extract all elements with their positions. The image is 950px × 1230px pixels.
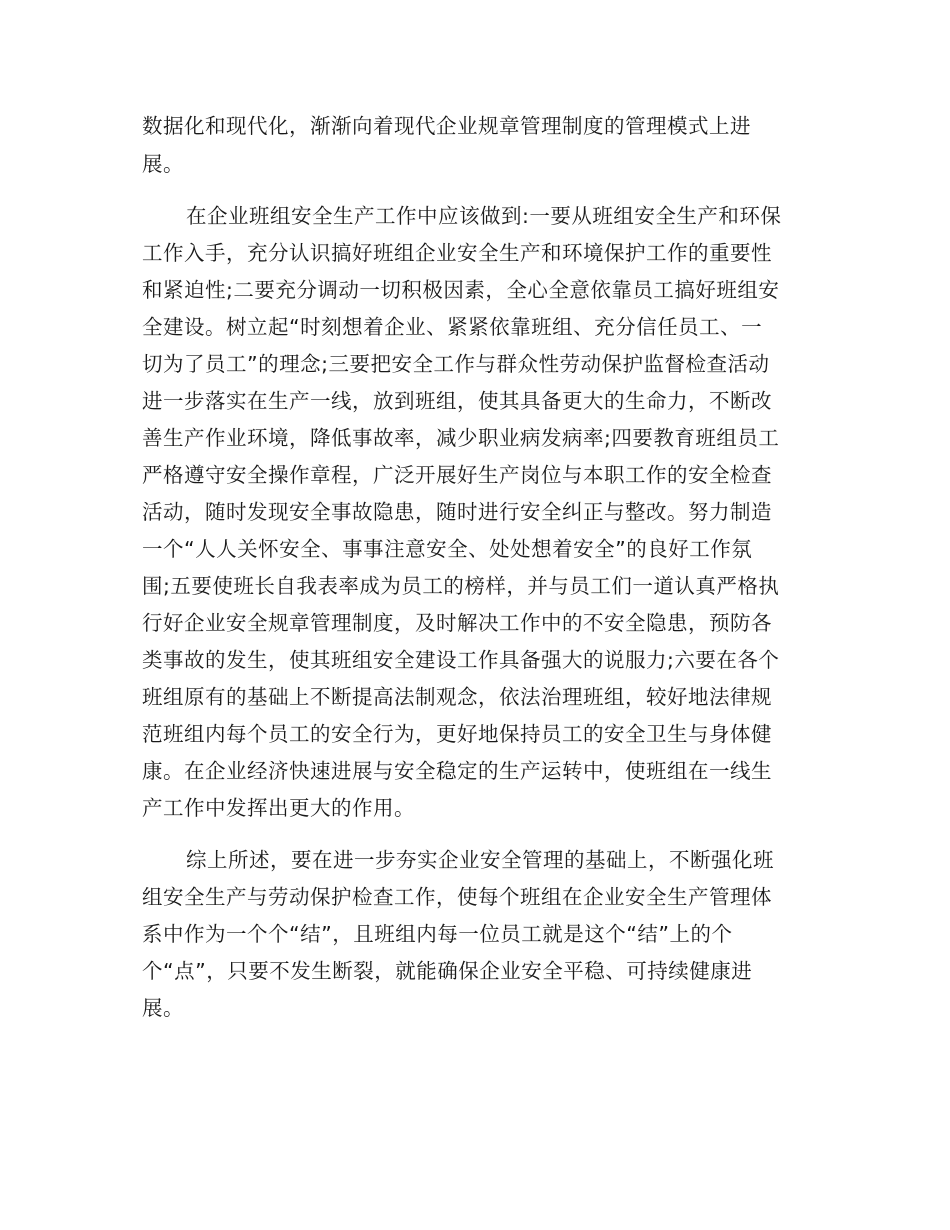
paragraph-line: 全建设。树立起“时刻想着企业、紧紧依靠班组、充分信任员工、一 — [142, 315, 763, 339]
paragraph-line: 综上所述，要在进一步夯实企业安全管理的基础上，不断强化班 — [186, 848, 774, 872]
paragraph-line: 善生产作业环境，降低事故率，减少职业病发病率;四要教育班组员工 — [142, 426, 780, 450]
paragraph-line: 活动，随时发现安全事故隐患，随时进行安全纠正与整改。努力制造 — [142, 500, 772, 524]
paragraph-line: 类事故的发生，使其班组安全建设工作具备强大的说服力;六要在各个 — [142, 648, 780, 672]
paragraph-line: 工作入手，充分认识搞好班组企业安全生产和环境保护工作的重要性 — [142, 241, 772, 265]
paragraph-line: 系中作为一个个“结”，且班组内每一位员工就是这个“结”上的个 — [142, 922, 733, 946]
paragraph-line: 围;五要使班长自我表率成为员工的榜样，并与员工们一道认真严格执 — [142, 574, 780, 598]
paragraph-line: 组安全生产与劳动保护检查工作，使每个班组在企业安全生产管理体 — [142, 885, 772, 909]
paragraph-line: 在企业班组安全生产工作中应该做到:一要从班组安全生产和环保 — [186, 204, 782, 228]
paragraph-line: 切为了员工”的理念;三要把安全工作与群众性劳动保护监督检查活动 — [142, 352, 770, 376]
paragraph-line: 个“点”，只要不发生断裂，就能确保企业安全平稳、可持续健康进 — [142, 959, 753, 983]
paragraph-line: 展。 — [142, 152, 184, 176]
paragraph-line: 行好企业安全规章管理制度，及时解决工作中的不安全隐患，预防各 — [142, 611, 772, 635]
paragraph-line: 一个“人人关怀安全、事事注意安全、处处想着安全”的良好工作氛 — [142, 537, 753, 561]
paragraph-line: 展。 — [142, 996, 184, 1020]
paragraph-line: 数据化和现代化，渐渐向着现代企业规章管理制度的管理模式上进 — [142, 114, 751, 138]
paragraph-line: 班组原有的基础上不断提高法制观念，依法治理班组，较好地法律规 — [142, 685, 772, 709]
paragraph-line: 和紧迫性;二要充分调动一切积极因素，全心全意依靠员工搞好班组安 — [142, 278, 780, 302]
paragraph-line: 严格遵守安全操作章程，广泛开展好生产岗位与本职工作的安全检查 — [142, 463, 772, 487]
paragraph-line: 康。在企业经济快速进展与安全稳定的生产运转中，使班组在一线生 — [142, 759, 772, 783]
paragraph-line: 范班组内每个员工的安全行为，更好地保持员工的安全卫生与身体健 — [142, 722, 772, 746]
paragraph-line: 产工作中发挥出更大的作用。 — [142, 796, 415, 820]
paragraph-line: 进一步落实在生产一线，放到班组，使其具备更大的生命力，不断改 — [142, 389, 772, 413]
